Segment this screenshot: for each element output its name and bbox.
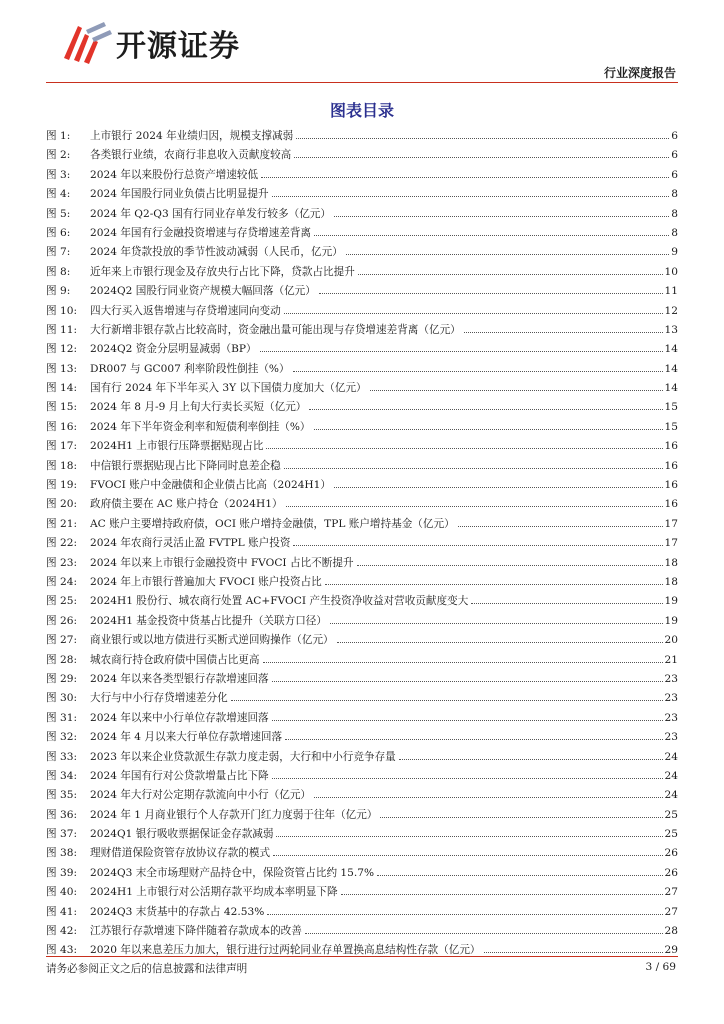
toc-entry-title: 2024 年 1 月商业银行个人存款开门红力度弱于往年（亿元） <box>90 808 378 821</box>
toc-entry-page: 17 <box>664 517 678 530</box>
toc-entry-number: 图 10: <box>46 304 78 317</box>
toc-entry[interactable] <box>46 729 678 748</box>
toc-entry-title: 上市银行 2024 年业绩归因，规模支撑减弱 <box>90 130 294 142</box>
toc-entry-number: 图 39: <box>46 866 78 879</box>
toc-entry[interactable] <box>46 904 678 923</box>
toc-entry-leader <box>284 468 663 469</box>
company-logo <box>58 18 240 68</box>
toc-entry[interactable] <box>46 322 678 341</box>
toc-entry-title: 2024 年以来中小行单位存款增速回落 <box>90 711 269 724</box>
toc-entry-leader <box>296 138 669 139</box>
toc-entry[interactable] <box>46 690 678 709</box>
toc-entry-number: 图 26: <box>46 614 78 627</box>
toc-entry-title: 理财借道保险资管存放协议存款的模式 <box>90 847 271 860</box>
toc-entry[interactable] <box>46 477 678 496</box>
toc-entry-number: 图 15: <box>46 401 78 414</box>
toc-entry-page: 15 <box>664 420 678 433</box>
footer-divider <box>46 956 678 957</box>
toc-entry-leader <box>272 778 663 779</box>
toc-entry-number: 图 41: <box>46 905 78 918</box>
toc-entry[interactable] <box>46 555 678 574</box>
toc-entry-leader <box>314 797 663 798</box>
toc-entry-title: 2024Q3 末全市场理财产品持仓中，保险资管占比约 15.7% <box>90 866 375 879</box>
toc-entry-number: 图 3: <box>46 168 71 181</box>
toc-entry-number: 图 35: <box>46 789 78 802</box>
toc-entry-page: 16 <box>664 440 678 453</box>
toc-entry-number: 图 37: <box>46 828 78 841</box>
toc-entry[interactable] <box>46 942 678 961</box>
toc-entry-leader <box>484 952 663 953</box>
toc-entry[interactable] <box>46 361 678 380</box>
toc-entry-page: 14 <box>664 382 678 395</box>
toc-entry-page: 16 <box>664 479 678 492</box>
toc-entry-title: 2024 年以来各类型银行存款增速回落 <box>90 672 269 685</box>
toc-entry-title: 2024 年 8 月-9 月上旬大行卖长买短（亿元） <box>90 401 307 414</box>
toc-entry-page: 23 <box>664 711 678 724</box>
toc-entry-leader <box>377 875 662 876</box>
toc-entry-page: 6 <box>671 130 678 142</box>
toc-entry-title: 2020 年以来息差压力加大，银行进行过两轮同业存单置换高息结构性存款（亿元） <box>90 944 481 957</box>
toc-entry-page: 19 <box>664 595 678 608</box>
toc-entry-title: 2024Q2 资金分层明显减弱（BP） <box>90 343 257 356</box>
toc-entry[interactable] <box>46 845 678 864</box>
toc-entry-title: 城农商行持仓政府债中国债占比更高 <box>90 653 260 666</box>
toc-entry-number: 图 31: <box>46 711 78 724</box>
toc-entry-leader <box>309 409 662 410</box>
toc-entry-leader <box>263 662 663 663</box>
toc-entry-leader <box>358 274 663 275</box>
toc-entry-number: 图 18: <box>46 459 78 472</box>
toc-entry-title: 政府债主要在 AC 账户持仓（2024H1） <box>90 498 283 511</box>
toc-entry[interactable] <box>46 419 678 438</box>
toc-entry-title: 2024Q2 国股行同业资产规模大幅回落（亿元） <box>90 285 316 298</box>
toc-entry-page: 8 <box>671 188 678 201</box>
toc-entry-leader <box>273 855 662 856</box>
toc-entry-title: 2024Q1 银行吸收票据保证金存款减弱 <box>90 828 274 841</box>
toc-entry-title: 2024 年农商行灵活止盈 FVTPL 账户投资 <box>90 537 291 550</box>
toc-entry-page: 15 <box>664 401 678 414</box>
toc-entry-page: 6 <box>671 149 678 162</box>
toc-entry-leader <box>272 720 663 721</box>
company-logo-mark-icon <box>58 18 114 68</box>
toc-entry-leader <box>471 603 662 604</box>
toc-entry-title: FVOCI 账户中金融债和企业债占比高（2024H1） <box>90 479 332 492</box>
toc-entry-title: 2024 年以来上市银行金融投资中 FVOCI 占比不断提升 <box>90 556 354 569</box>
toc-entry-title: 大行与中小行存贷增速差分化 <box>90 692 228 705</box>
toc-entry[interactable] <box>46 574 678 593</box>
toc-entry-title: 2024 年国有行对公贷款增量占比下降 <box>90 769 269 782</box>
toc-entry-page: 12 <box>664 304 678 317</box>
toc-entry-page: 24 <box>664 769 678 782</box>
toc-entry[interactable] <box>46 884 678 903</box>
toc-entry-number: 图 43: <box>46 944 78 957</box>
toc-entry-number: 图 32: <box>46 731 78 744</box>
toc-entry-title: 中信银行票据贴现占比下降同时息差企稳 <box>90 459 281 472</box>
toc-entry-page: 6 <box>671 168 678 181</box>
toc-entry-page: 28 <box>664 925 678 938</box>
toc-entry-number: 图 21: <box>46 517 78 530</box>
toc-entry-number: 图 16: <box>46 420 78 433</box>
toc-entry-page: 25 <box>664 808 678 821</box>
toc-entry-leader <box>266 448 662 449</box>
toc-entry-number: 图 9: <box>46 285 71 298</box>
toc-entry-number: 图 29: <box>46 672 78 685</box>
toc-entry-number: 图 22: <box>46 537 78 550</box>
toc-entry-page: 13 <box>664 323 678 336</box>
toc-entry-number: 图 12: <box>46 343 78 356</box>
toc-entry[interactable] <box>46 710 678 729</box>
toc-entry-leader <box>314 235 669 236</box>
toc-entry-leader <box>334 216 669 217</box>
toc-entry-title: 江苏银行存款增速下降伴随着存款成本的改善 <box>90 925 302 938</box>
toc-entry-title: 2024 年下半年资金利率和短债利率倒挂（%） <box>90 420 311 433</box>
toc-entry-leader <box>399 759 663 760</box>
toc-entry-leader <box>293 371 663 372</box>
toc-entry-number: 图 34: <box>46 769 78 782</box>
toc-entry[interactable] <box>46 206 678 225</box>
toc-entry-title: AC 账户主要增持政府债，OCI 账户增持金融债，TPL 账户增持基金（亿元） <box>90 517 455 530</box>
toc-entry-leader <box>272 196 670 197</box>
toc-entry-page: 21 <box>664 653 678 666</box>
toc-entry[interactable] <box>46 535 678 554</box>
toc-entry-page: 24 <box>664 789 678 802</box>
toc-entry-title: 国有行 2024 年下半年买入 3Y 以下国债力度加大（亿元） <box>90 382 367 395</box>
toc-entry-number: 图 42: <box>46 925 78 938</box>
toc-entry-title: 2024 年贷款投放的季节性波动减弱（人民币，亿元） <box>90 246 343 259</box>
figure-table-of-contents <box>46 128 678 962</box>
toc-entry[interactable] <box>46 283 678 302</box>
toc-entry-number: 图 4: <box>46 188 71 201</box>
toc-entry[interactable] <box>46 865 678 884</box>
toc-entry-number: 图 23: <box>46 556 78 569</box>
toc-entry-page: 9 <box>671 246 678 259</box>
toc-entry-page: 16 <box>664 498 678 511</box>
toc-entry-number: 图 20: <box>46 498 78 511</box>
toc-entry[interactable] <box>46 807 678 826</box>
toc-entry[interactable] <box>46 438 678 457</box>
toc-entry-page: 14 <box>664 343 678 356</box>
toc-entry[interactable] <box>46 923 678 942</box>
toc-entry-page: 29 <box>664 944 678 957</box>
toc-entry-title: 2024H1 基金投资中货基占比提升（关联方口径） <box>90 614 327 627</box>
toc-entry[interactable] <box>46 303 678 322</box>
header-divider <box>46 82 678 83</box>
footer-page-number: 3 / 69 <box>645 961 676 973</box>
toc-entry[interactable] <box>46 516 678 535</box>
footer-disclaimer: 请务必参阅正文之后的信息披露和法律声明 <box>46 963 248 975</box>
toc-entry-title: 四大行买入返售增速与存贷增速同向变动 <box>90 304 281 317</box>
toc-entry-page: 18 <box>664 556 678 569</box>
toc-entry-number: 图 5: <box>46 207 71 220</box>
toc-entry-page: 23 <box>664 672 678 685</box>
toc-entry[interactable] <box>46 225 678 244</box>
toc-entry-leader <box>276 836 662 837</box>
toc-entry-number: 图 2: <box>46 149 71 162</box>
toc-entry-leader <box>314 429 663 430</box>
toc-entry[interactable] <box>46 186 678 205</box>
toc-entry-leader <box>458 526 663 527</box>
toc-entry-leader <box>319 293 663 294</box>
toc-entry-number: 图 6: <box>46 226 71 239</box>
toc-entry-page: 26 <box>664 866 678 879</box>
toc-entry-leader <box>330 623 663 624</box>
toc-entry-page: 20 <box>664 634 678 647</box>
toc-entry-page: 25 <box>664 828 678 841</box>
toc-entry-page: 17 <box>664 537 678 550</box>
toc-entry[interactable] <box>46 768 678 787</box>
toc-entry-number: 图 19: <box>46 479 78 492</box>
toc-entry[interactable] <box>46 264 678 283</box>
toc-entry[interactable] <box>46 399 678 418</box>
toc-entry-leader <box>286 506 663 507</box>
toc-entry-number: 图 17: <box>46 440 78 453</box>
toc-entry-number: 图 38: <box>46 847 78 860</box>
toc-entry-leader <box>231 700 663 701</box>
toc-entry-number: 图 13: <box>46 362 78 375</box>
toc-entry-leader <box>284 313 663 314</box>
toc-entry-number: 图 40: <box>46 886 78 899</box>
toc-entry-number: 图 24: <box>46 575 78 588</box>
toc-entry[interactable] <box>46 380 678 399</box>
toc-entry-title: 2024 年 Q2-Q3 国有行同业存单发行较多（亿元） <box>90 207 331 220</box>
toc-entry-leader <box>334 487 663 488</box>
toc-entry-leader <box>464 332 663 333</box>
toc-entry-leader <box>267 914 662 915</box>
toc-entry-number: 图 30: <box>46 692 78 705</box>
toc-entry-leader <box>346 254 669 255</box>
toc-entry-title: 2024 年 4 月以来大行单位存款增速回落 <box>90 731 283 744</box>
toc-entry-page: 16 <box>664 459 678 472</box>
toc-entry-title: 2024 年国股行同业负债占比明显提升 <box>90 188 269 201</box>
toc-entry-title: DR007 与 GC007 利率阶段性倒挂（%） <box>90 362 290 375</box>
toc-entry-page: 14 <box>664 362 678 375</box>
toc-entry[interactable] <box>46 167 678 186</box>
company-name: 开源证券 <box>116 29 240 64</box>
toc-entry[interactable] <box>46 671 678 690</box>
toc-entry-title: 商业银行或以地方债进行买断式逆回购操作（亿元） <box>90 634 334 647</box>
toc-entry-leader <box>370 390 663 391</box>
toc-entry[interactable] <box>46 147 678 166</box>
toc-entry-title: 2024Q3 末货基中的存款占 42.53% <box>90 905 265 918</box>
toc-entry-title: 2024 年国有行金融投资增速与存贷增速差背离 <box>90 226 312 239</box>
toc-entry-leader <box>337 642 663 643</box>
toc-entry-leader <box>341 894 663 895</box>
toc-entry[interactable] <box>46 652 678 671</box>
toc-entry-number: 图 33: <box>46 750 78 763</box>
toc-entry-page: 27 <box>664 905 678 918</box>
toc-entry[interactable] <box>46 632 678 651</box>
toc-entry[interactable] <box>46 787 678 806</box>
toc-entry-page: 23 <box>664 692 678 705</box>
toc-entry-page: 23 <box>664 731 678 744</box>
toc-entry-number: 图 11: <box>46 323 78 336</box>
toc-entry-page: 8 <box>671 226 678 239</box>
toc-entry-title: 2024 年上市银行普遍加大 FVOCI 账户投资占比 <box>90 575 322 588</box>
toc-entry-title: 大行新增非银存款占比较高时，资金融出量可能出现与存贷增速差背离（亿元） <box>90 323 461 336</box>
toc-entry-number: 图 25: <box>46 595 78 608</box>
toc-entry[interactable] <box>46 128 678 147</box>
toc-entry-leader <box>260 351 663 352</box>
toc-entry-page: 19 <box>664 614 678 627</box>
toc-entry-title: 2024 年大行对公定期存款流向中小行（亿元） <box>90 789 312 802</box>
toc-entry-leader <box>294 157 669 158</box>
toc-entry-number: 图 8: <box>46 265 71 278</box>
toc-entry-page: 24 <box>664 750 678 763</box>
toc-entry-leader <box>285 739 662 740</box>
toc-entry-leader <box>272 681 663 682</box>
toc-entry[interactable] <box>46 341 678 360</box>
toc-entry-page: 11 <box>664 285 678 298</box>
toc-entry-title: 2024H1 上市银行对公活期存款平均成本率明显下降 <box>90 886 338 899</box>
toc-entry[interactable] <box>46 458 678 477</box>
toc-entry-leader <box>261 177 669 178</box>
toc-entry-number: 图 14: <box>46 382 78 395</box>
toc-entry-number: 图 7: <box>46 246 71 259</box>
toc-entry-leader <box>305 933 663 934</box>
toc-entry-leader <box>325 584 663 585</box>
toc-entry-page: 8 <box>671 207 678 220</box>
toc-entry-number: 图 27: <box>46 634 78 647</box>
toc-entry[interactable] <box>46 593 678 612</box>
toc-entry-title: 2024 年以来股份行总资产增速较低 <box>90 168 259 181</box>
toc-entry-title: 2024H1 股份行、城农商行处置 AC+FVOCI 产生投资净收益对营收贡献度变大 <box>90 595 469 608</box>
toc-entry-title: 2023 年以来企业贷款派生存款力度走弱，大行和中小行竞争存量 <box>90 750 396 763</box>
toc-entry-number: 图 28: <box>46 653 78 666</box>
toc-entry[interactable] <box>46 496 678 515</box>
toc-entry-title: 2024H1 上市银行压降票据贴现占比 <box>90 440 264 453</box>
report-type-label: 行业深度报告 <box>603 66 676 80</box>
toc-entry-page: 27 <box>664 886 678 899</box>
toc-entry-number: 图 36: <box>46 808 78 821</box>
page-title: 图表目录 <box>329 101 394 120</box>
toc-entry-leader <box>293 545 662 546</box>
toc-entry-page: 18 <box>664 575 678 588</box>
toc-entry-leader <box>380 817 662 818</box>
toc-entry-leader <box>357 565 663 566</box>
toc-entry[interactable] <box>46 749 678 768</box>
toc-entry-page: 26 <box>664 847 678 860</box>
toc-entry[interactable] <box>46 244 678 263</box>
toc-entry-title: 近年来上市银行现金及存放央行占比下降，贷款占比提升 <box>90 265 355 278</box>
toc-entry-title: 各类银行业绩，农商行非息收入贡献度较高 <box>90 149 292 162</box>
toc-entry-number: 图 1: <box>46 130 71 142</box>
toc-entry[interactable] <box>46 826 678 845</box>
toc-entry-page: 10 <box>664 265 678 278</box>
toc-entry[interactable] <box>46 613 678 632</box>
